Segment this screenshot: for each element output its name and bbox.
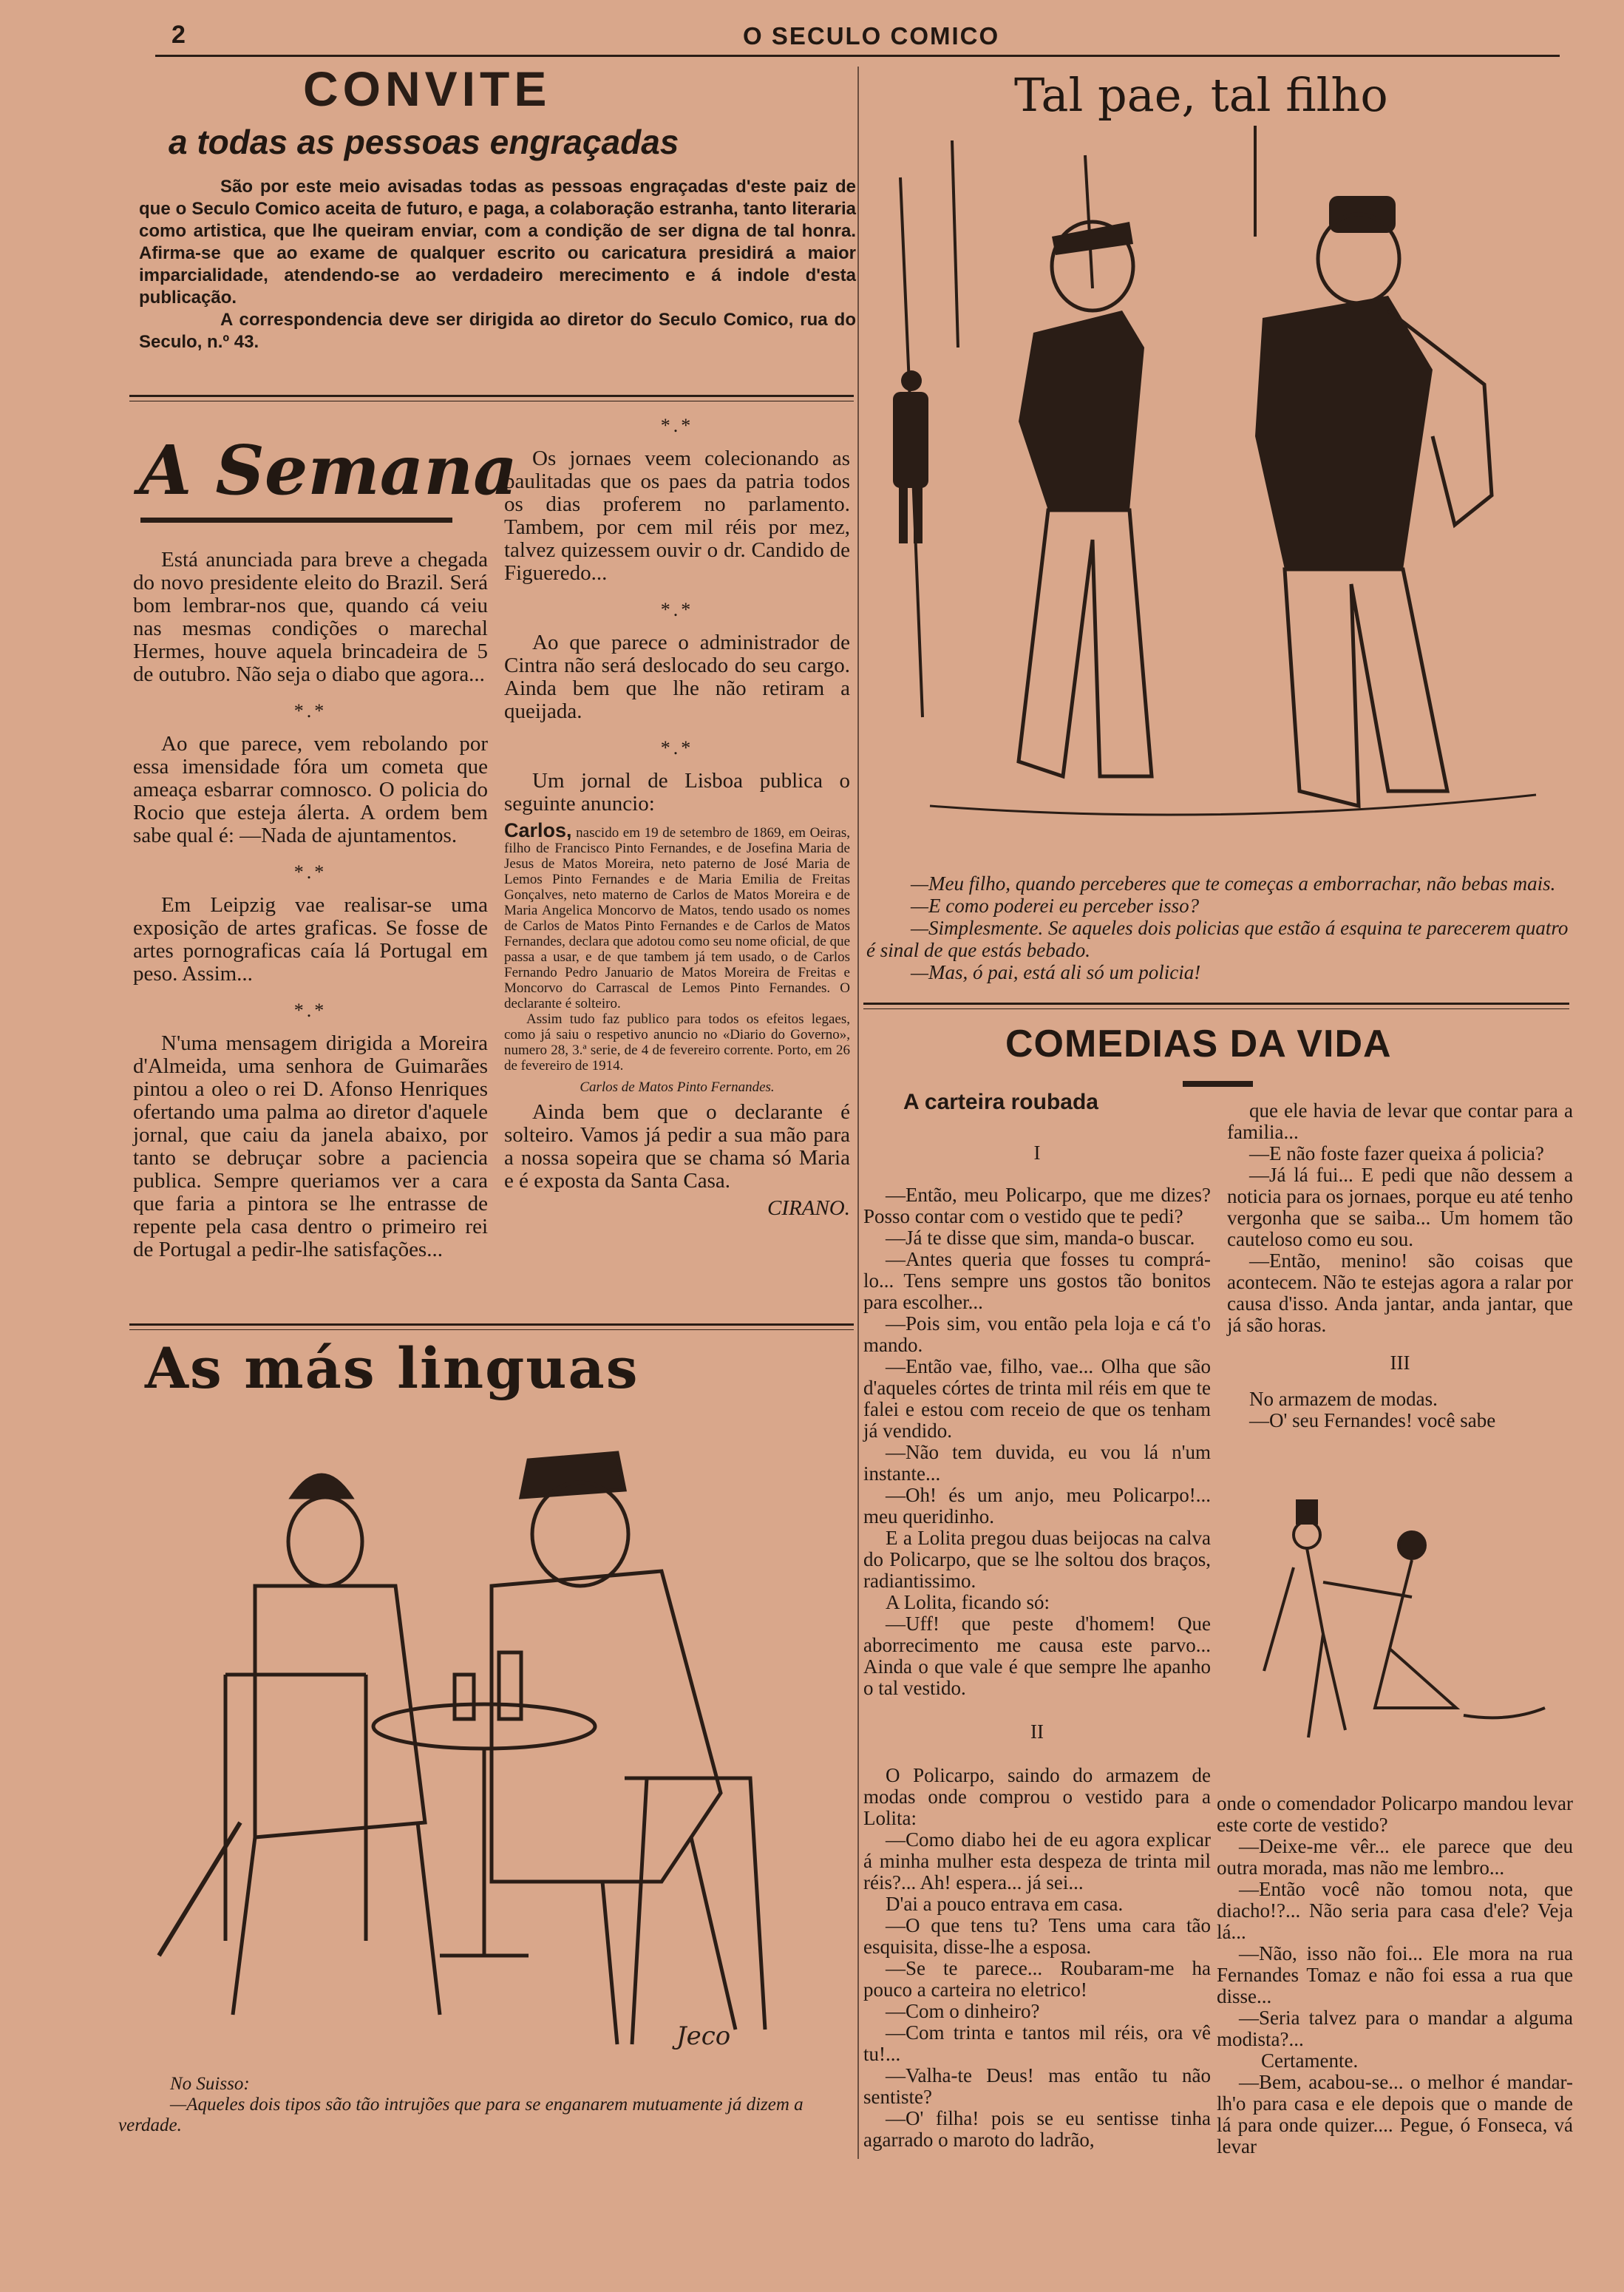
separator-stars: *.*: [660, 737, 694, 759]
anuncio: [504, 819, 851, 1095]
tal-pae-illustration: [871, 126, 1580, 865]
dialog-line: —Com o dinheiro?: [886, 2000, 1040, 2022]
mas-linguas-caption: [118, 2074, 832, 2136]
convite-rule: [129, 395, 854, 397]
dialog-line: Certamente.: [1261, 2049, 1359, 2072]
dancing-couple-icon: [1242, 1486, 1567, 1767]
drunk-father-and-son-illustration: [871, 126, 1580, 865]
dialog-line: A Lolita, ficando só:: [886, 1591, 1050, 1613]
semana-column-1: [133, 549, 488, 1261]
convite-subtitle: a todas as pessoas engraçadas: [169, 123, 679, 161]
column-divider: [857, 67, 859, 2159]
semana-item: Os jornaes veem colecionando as paulitadas que os paes da patria todos os dias proferem no parlamento. Tambem, por cem mil réis por mez, talvez quizessem ouvir o dr. Candido de Figueredo...: [504, 447, 850, 585]
anuncio-name: Carlos,: [504, 819, 572, 841]
dialog-line: —Deixe-me vêr... ele parece que deu outra morada, mas não me lembro...: [1217, 1835, 1573, 1879]
dialog-line: —O' seu Fernandes! você sabe: [1249, 1409, 1496, 1431]
dialog-line: —Uff! que peste d'homem! Que aborrecimento me causa este parvo... Ainda o que vale é que sempre lhe apanho o tal vestido.: [863, 1613, 1211, 1699]
caption-line: —Aqueles dois tipos são tão intrujões que para se enganarem mutuamente já dizem a verdade.: [118, 2095, 803, 2135]
comedias-column-a: [863, 1142, 1211, 2151]
caption-location: No Suisso:: [170, 2074, 250, 2094]
convite-paragraph: São por este meio avisadas todas as pessoas engraçadas d'este paiz de que o Seculo Comico aceita de futuro, e paga, a colaboração estranha, tanto literaria como artistica, que lhe queiram enviar, com a condição de ser digna de tal honra. Afirma-se que ao exame de qualquer escrito ou caricatura presidirá a maior imparcialidade, atendendo-se ao verdadeiro merecimento e á indole d'esta publicação.: [139, 177, 856, 308]
dialog-line: —Com trinta e tantos mil réis, ora vê tu!...: [863, 2021, 1211, 2065]
comedias-subtitle: A carteira roubada: [903, 1090, 1098, 1114]
semana-item: Ainda bem que o declarante é solteiro. Vamos já pedir a sua mão para a nossa sopeira que se chama só Maria e é exposta da Santa Casa.: [504, 1100, 850, 1193]
page-number: 2: [171, 21, 186, 49]
dialog-line: —Então vae, filho, vae... Olha que são d'aqueles córtes de trinta mil réis em que te falei e estou com receio de que os tenham já vendido.: [863, 1355, 1211, 1442]
convite-address: A correspondencia deve ser dirigida ao diretor do Seculo Comico, rua do Seculo, n.º 43.: [139, 310, 856, 352]
separator-stars: *.*: [660, 599, 694, 620]
dialog-line: —Se te parece... Roubaram-me ha pouco a carteira no eletrico!: [863, 1957, 1211, 2001]
dialog-line: —Oh! és um anjo, meu Policarpo!... meu queridinho.: [863, 1484, 1211, 1528]
semana-item: N'uma mensagem dirigida a Moreira d'Almeida, uma senhora de Guimarães pintou a oleo o rei D. Afonso Henriques ofertando uma palma ao diretor d'aquele jornal, que caiu da janela abaixo, por tanto se debruçar sobre a paciencia publica. Sempre queriamos ver a cara que faria a pintora se lhe entrasse de repente pela casa dentro o primeiro rei de Portugal a pedir-lhe satisfações...: [133, 1031, 488, 1261]
dialog-line: E a Lolita pregou duas beijocas na calva do Policarpo, que se lhe soltou dos braços, radiantissimo.: [863, 1527, 1211, 1592]
dialog-line: —O que tens tu? Tens uma cara tão esquisita, disse-lhe a esposa.: [863, 1914, 1211, 1958]
caption-line: —Simplesmente. Se aqueles dois policias que estão á esquina te parecerem quatro é sinal de que estás bebado.: [866, 917, 1569, 961]
dialog-line: —Pois sim, vou então pela loja e cá t'o mando.: [863, 1312, 1211, 1356]
dialog-line: —Bem, acabou-se... o melhor é mandar-lh'o para casa e ele depois que o mande de lá para onde quizer.... Pegue, ó Fonseca, vá levar: [1217, 2071, 1573, 2157]
semana-bottom-rule-2: [129, 1329, 854, 1330]
header-rule: [155, 55, 1560, 57]
separator-stars: *.*: [660, 415, 694, 436]
mas-linguas-title: As más linguas: [145, 1335, 639, 1401]
dialog-line: —Já lá fui... E pedi que não dessem a noticia para os jornaes, porque eu até tenho vergonha que se saiba... Um homem tão cauteloso como eu sou.: [1227, 1164, 1573, 1250]
comedias-title-ornament: [1183, 1081, 1253, 1087]
semana-signature: CIRANO.: [767, 1196, 850, 1220]
caption-line: —Meu filho, quando perceberes que te começas a emborrachar, não bebas mais.: [911, 872, 1556, 895]
dialog-line: No armazem de modas.: [1249, 1388, 1438, 1410]
dialog-line: —Então, menino! são coisas que acontecem. Não te estejas agora a ralar por causa d'isso. Anda jantar, anda jantar, que já são horas.: [1227, 1250, 1573, 1336]
tal-pae-title: Tal pae, tal filho: [1014, 68, 1388, 122]
separator-stars: *.*: [293, 861, 327, 883]
semana-item: Um jornal de Lisboa publica o seguinte anuncio:: [504, 769, 850, 816]
caption-line: —Mas, ó pai, está ali só um policia!: [911, 961, 1201, 983]
dialog-line: O Policarpo, saindo do armazem de modas onde comprou o vestido para a Lolita:: [863, 1764, 1211, 1829]
section-marker: I: [1033, 1142, 1041, 1164]
section-marker: II: [1030, 1720, 1044, 1743]
anuncio-signature: Carlos de Matos Pinto Fernandes.: [580, 1079, 775, 1095]
dialog-line: —Não tem duvida, eu vou lá n'um instante...: [863, 1441, 1211, 1485]
dialog-line: —Seria talvez para o mandar a alguma modista?...: [1217, 2007, 1573, 2050]
separator-stars: *.*: [293, 700, 327, 722]
comedias-column-b-2: [1217, 1793, 1573, 2157]
semana-bottom-rule: [129, 1323, 854, 1326]
convite-title: CONVITE: [303, 61, 551, 116]
dialog-line: —Já te disse que sim, manda-o buscar.: [886, 1227, 1195, 1249]
section-marker: III: [1390, 1352, 1410, 1374]
masthead-title: O SECULO COMICO: [743, 22, 1000, 50]
two-men-at-cafe-table-illustration: [144, 1408, 824, 2074]
caption-line: —E como poderei eu perceber isso?: [911, 895, 1200, 917]
dialog-line: —O' filha! pois se eu sentisse tinha agarrado o maroto do ladrão,: [863, 2107, 1211, 2151]
semana-item: Ao que parece, vem rebolando por essa imensidade fóra um cometa que ameaça esbarrar comnosco. O policia do Rocio que esteja álerta. A ordem bem sabe qual é: —Nada de ajuntamentos.: [133, 732, 488, 847]
semana-column-2: [504, 414, 850, 1220]
anuncio-text: nascido em 19 de setembro de 1869, em Oeiras, filho de Francisco Pinto Fernandes, e de Josefina Maria de Jesus de Matos Moreira, neto paterno de José Maria de Lemos Pinto Fernandes e de Maria Emilia de Freitas Gonçalves, neto materno de Carlos de Matos Moreira e de Maria Angelica Moncorvo de Matos, tendo usado os nomes de Carlos de Matos Pinto Fernandes e de Carlos de Matos Fernandes, declara que adotou como seu nome oficial, de que passa a usar, e de que tambem já tem usado, o de Carlos Fernando Pedro Januario de Matos Moreira de Freitas e Moncorvo do Carrascal de Lemos Pinto Fernandes. O declarante é solteiro.: [504, 825, 851, 1011]
dialog-line: —Antes queria que fosses tu comprá-lo... Tens sempre uns gostos tão bonitos para escolher...: [863, 1248, 1211, 1313]
semana-item: Está anunciada para breve a chegada do novo presidente eleito do Brazil. Será bom lembrar-nos que, quando cá veiu nas mesmas condições o marechal Hermes, houve aquela brincadeira de 5 de outubro. Não seja o diabo que agora...: [133, 548, 488, 686]
convite-body: [139, 176, 856, 353]
dialog-line: —Não, isso não foi... Ele mora na rua Fernandes Tomaz e não foi essa a rua que disse...: [1217, 1942, 1573, 2007]
dancing-couple-illustration: [1242, 1486, 1567, 1767]
comedias-title: COMEDIAS DA VIDA: [1005, 1023, 1392, 1065]
comedias-column-b: [1227, 1100, 1573, 1431]
dialog-line: D'ai a pouco entrava em casa.: [886, 1893, 1124, 1915]
dialog-line: —Então, meu Policarpo, que me dizes? Posso contar com o vestido que te pedi?: [863, 1184, 1211, 1227]
artist-signature: Jeco: [676, 2021, 731, 2051]
tal-pae-rule-2: [863, 1008, 1569, 1009]
semana-title-underline: [140, 518, 452, 523]
semana-title: A Semana: [139, 430, 517, 510]
dialog-line: —Então você não tomou nota, que diacho!?... Não seria para casa d'ele? Veja lá...: [1217, 1878, 1573, 1943]
semana-item: Ao que parece o administrador de Cintra não será deslocado do seu cargo. Ainda bem que lhe não retiram a queijada.: [504, 631, 850, 723]
tal-pae-rule: [863, 1003, 1569, 1005]
dialog-line: —E não foste fazer queixa á policia?: [1249, 1142, 1544, 1164]
semana-item: Em Leipzig vae realisar-se uma exposição de artes graficas. Se fosse de artes pornograficas caía lá Portugal em peso. Assim...: [133, 893, 488, 986]
tal-pae-caption: [866, 872, 1576, 983]
separator-stars: *.*: [293, 1000, 327, 1021]
anuncio-text-2: Assim tudo faz publico para todos os efeitos legaes, como já saiu o respetivo anuncio no «Diario do Governo», numero 28, 3.ª serie, de 4 de fevereiro corrente. Porto, em 26 de fevereiro de 1914.: [504, 1011, 850, 1074]
mas-linguas-illustration: [144, 1408, 824, 2074]
dialog-line: —Como diabo hei de eu agora explicar á minha mulher esta despeza de trinta mil réis?... Ah! espera... já sei...: [863, 1828, 1211, 1893]
dialog-line: —Valha-te Deus! mas então tu não sentiste?: [863, 2064, 1211, 2108]
dialog-line: onde o comendador Policarpo mandou levar este corte de vestido?: [1217, 1792, 1573, 1836]
dialog-line: que ele havia de levar que contar para a familia...: [1227, 1099, 1573, 1143]
